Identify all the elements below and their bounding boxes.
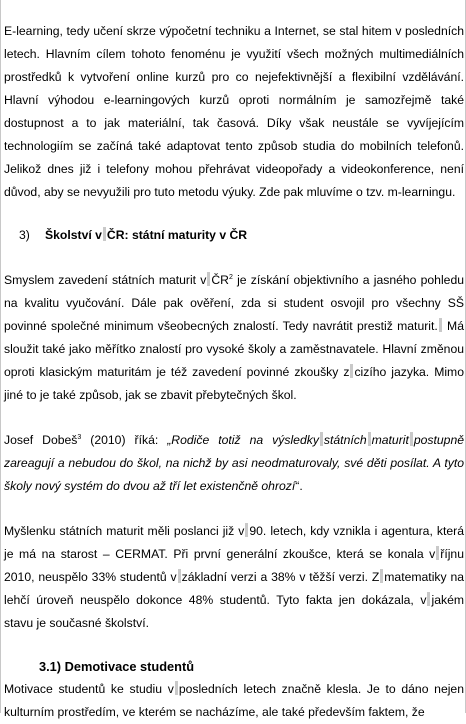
text-run: matematiky na lehčí úroveň neuspělo dokonce 48% studentů. Tyto fakta jen dokázala, v bbox=[4, 570, 464, 607]
space-marker bbox=[207, 272, 210, 286]
space-marker bbox=[380, 569, 383, 583]
paragraph-demotivation bbox=[4, 678, 464, 724]
text-run: posledních letech značně klesla. Je to dáno nejen kulturním prostředím, ve kterém se nacházíme, ale také především faktem, že bbox=[4, 682, 464, 719]
text-run: “. bbox=[295, 479, 303, 493]
text-run: maturit bbox=[371, 433, 409, 447]
text-run: základní verzi a 38% v těžší verzi. Z bbox=[181, 570, 380, 584]
heading-section-3 bbox=[4, 224, 464, 247]
text-run: Myšlenku státních maturit měli poslanci již v bbox=[4, 524, 245, 538]
author-name: Josef Dobeš bbox=[4, 433, 78, 447]
text-run: Motivace studentů ke studiu v bbox=[4, 682, 174, 696]
space-marker bbox=[368, 432, 371, 446]
heading-section-3-1: 3.1) Demotivace studentů bbox=[39, 659, 195, 674]
document-body bbox=[4, 20, 464, 724]
space-marker bbox=[436, 546, 439, 560]
text-run: postupně zareagují a nebudou do škol, na nichž by asi neodmaturovaly, své děti posílat. A tyto školy nový systém do dvou až tří let existenčně ohrozí bbox=[4, 433, 465, 493]
space-marker bbox=[320, 432, 323, 446]
text-run: Má sloužit také jako měřítko znalostí pro vysoké školy a zaměstnavatele. Hlavní změnou oproti klasickým maturitám je též zavedení povinné zkoušky z bbox=[4, 319, 464, 379]
space-marker bbox=[103, 227, 106, 241]
heading-number: 3) bbox=[19, 228, 30, 242]
text-run: ČR bbox=[211, 273, 229, 287]
space-marker bbox=[175, 681, 178, 695]
text-run: říjnu 2010, neuspělo 33% studentů v bbox=[4, 547, 464, 584]
paragraph-cermat bbox=[4, 520, 464, 635]
text-run: „Rodiče totiž na výsledky bbox=[167, 433, 319, 447]
space-marker bbox=[245, 523, 248, 537]
footnote-ref-2: 2 bbox=[228, 273, 233, 281]
space-marker bbox=[178, 569, 181, 583]
text-run: je získání objektivního a jasného pohledu na kvalitu vyučování. Dále pak ověření, zda si student osvojil pro všechny SŠ povinné společné minimum všeobecných znalostí. Tedy navrátit prestiž maturit. bbox=[4, 273, 464, 333]
space-marker bbox=[410, 432, 413, 446]
heading-text-pre: Školství v bbox=[45, 228, 102, 242]
space-marker bbox=[350, 364, 353, 378]
paragraph-maturity bbox=[4, 269, 464, 407]
text-run: 90. letech, kdy vznikla i agentura, která je má na starost – CERMAT. Při první generální zkoušce, která se konala v bbox=[4, 524, 464, 561]
footnote-ref-3: 3 bbox=[77, 433, 82, 441]
text-run: Smyslem zavedení státních maturit v bbox=[4, 273, 207, 287]
paragraph-elearning: E-learning, tedy učení skrze výpočetní techniku a Internet, se stal hitem v posledních letech. Hlavním cílem tohoto fenoménu je využití všech možných multimediálních prostředků k vytvoření online kurzů pro co nejefektivnější a flexibilní vzdělávání. Hlavní výhodou e-learningových kurzů oproti normálním je samozřejmě také dostupnost a to jak materiální, tak časová. Díky však neustále se vyvíjejícím technologiím se začíná také adaptovat tento způsob studia do mobilních telefonů. Jelikož dnes již i telefony mohou přehrávat videopořady a videokonference, není důvod, aby se nevyužili pro tuto metodu výuky. Zde pak mluvíme o tzv. m-learningu. bbox=[4, 24, 464, 199]
space-marker bbox=[439, 318, 442, 332]
text-run: cizího jazyka. Mimo jiné to je také způsob, jak se zbavit přebytečných škol. bbox=[4, 365, 464, 402]
paragraph-quote bbox=[4, 429, 464, 498]
text-run: jakém stavu je současné školství. bbox=[4, 593, 464, 630]
text-run: (2010) říká: bbox=[81, 433, 168, 447]
text-run: státních bbox=[323, 433, 367, 447]
heading-text-post: ČR: státní maturity v ČR bbox=[106, 228, 248, 242]
